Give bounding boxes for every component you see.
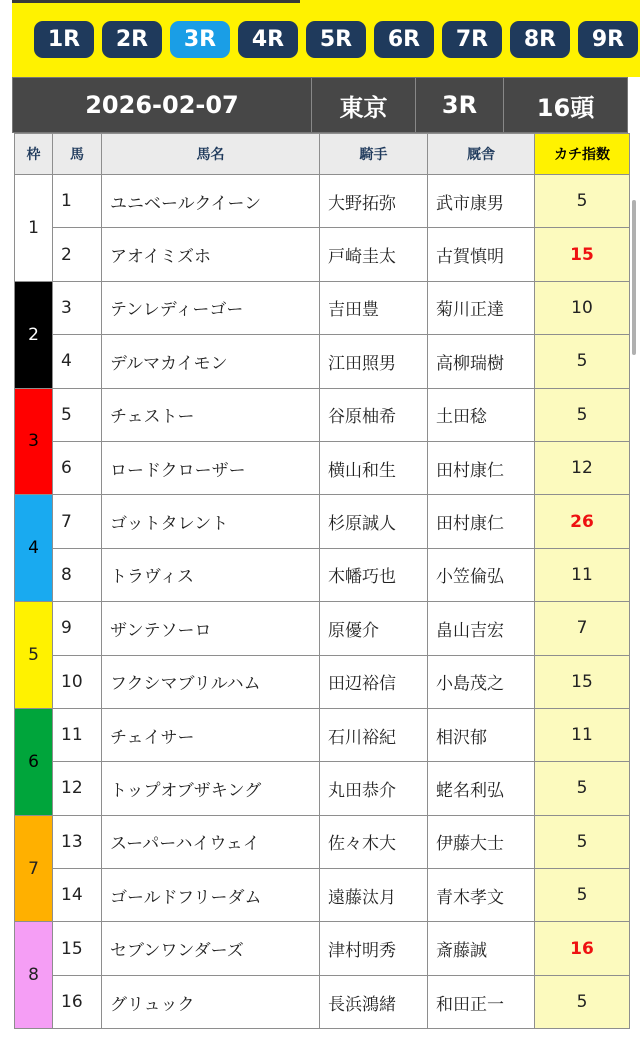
jockey-name: 吉田豊 bbox=[320, 281, 428, 334]
stable-name: 小笠倫弘 bbox=[428, 548, 535, 601]
frame-cell: 3 bbox=[15, 388, 53, 495]
horse-name[interactable]: トラヴィス bbox=[102, 548, 320, 601]
horse-number: 4 bbox=[53, 335, 102, 388]
jockey-name: 津村明秀 bbox=[320, 922, 428, 975]
frame-cell: 7 bbox=[15, 815, 53, 922]
kachi-index: 5 bbox=[535, 815, 630, 868]
jockey-name: 遠藤汰月 bbox=[320, 869, 428, 922]
stable-name: 武市康男 bbox=[428, 175, 535, 228]
frame-cell: 4 bbox=[15, 495, 53, 602]
jockey-name: 谷原柚希 bbox=[320, 388, 428, 441]
race-date: 2026-02-07 bbox=[13, 78, 312, 132]
horse-number: 15 bbox=[53, 922, 102, 975]
stable-name: 古賀慎明 bbox=[428, 228, 535, 281]
horse-number: 10 bbox=[53, 655, 102, 708]
table-row bbox=[15, 869, 630, 922]
jockey-name: 杉原誠人 bbox=[320, 495, 428, 548]
horse-number: 8 bbox=[53, 548, 102, 601]
race-info-bar bbox=[12, 77, 628, 133]
table-row bbox=[15, 975, 630, 1028]
table-row bbox=[15, 655, 630, 708]
jockey-name: 木幡巧也 bbox=[320, 548, 428, 601]
jockey-name: 石川裕紀 bbox=[320, 708, 428, 761]
stable-name: 田村康仁 bbox=[428, 441, 535, 494]
horse-name[interactable]: デルマカイモン bbox=[102, 335, 320, 388]
table-row bbox=[15, 281, 630, 334]
race-tab-6[interactable]: 6R bbox=[374, 21, 434, 58]
race-tab-7[interactable]: 7R bbox=[442, 21, 502, 58]
horse-number: 2 bbox=[53, 228, 102, 281]
stable-name: 田村康仁 bbox=[428, 495, 535, 548]
kachi-index: 15 bbox=[535, 228, 630, 281]
horse-name[interactable]: セブンワンダーズ bbox=[102, 922, 320, 975]
horse-number: 7 bbox=[53, 495, 102, 548]
horse-name[interactable]: ゴットタレント bbox=[102, 495, 320, 548]
horse-name[interactable]: トップオブザキング bbox=[102, 762, 320, 815]
table-row bbox=[15, 708, 630, 761]
table-row bbox=[15, 388, 630, 441]
horse-number: 3 bbox=[53, 281, 102, 334]
header-stable: 厩舎 bbox=[428, 134, 535, 175]
stable-name: 和田正一 bbox=[428, 975, 535, 1028]
kachi-index: 16 bbox=[535, 922, 630, 975]
kachi-index: 5 bbox=[535, 335, 630, 388]
table-row bbox=[15, 815, 630, 868]
frame-cell: 6 bbox=[15, 708, 53, 815]
table-row bbox=[15, 441, 630, 494]
horse-name[interactable]: ロードクローザー bbox=[102, 441, 320, 494]
jockey-name: 戸崎圭太 bbox=[320, 228, 428, 281]
horse-number: 9 bbox=[53, 602, 102, 655]
race-tab-5[interactable]: 5R bbox=[306, 21, 366, 58]
header-horse-name: 馬名 bbox=[102, 134, 320, 175]
field-size: 16頭 bbox=[536, 93, 595, 122]
table-row bbox=[15, 548, 630, 601]
header-number: 馬 bbox=[53, 134, 102, 175]
jockey-name: 田辺裕信 bbox=[320, 655, 428, 708]
stable-name: 蛯名利弘 bbox=[428, 762, 535, 815]
table-header-row bbox=[15, 134, 630, 175]
entries-body bbox=[15, 175, 630, 1029]
kachi-index: 5 bbox=[535, 869, 630, 922]
race-tab-1[interactable]: 1R bbox=[34, 21, 94, 58]
horse-name[interactable]: スーパーハイウェイ bbox=[102, 815, 320, 868]
stable-name: 菊川正達 bbox=[428, 281, 535, 334]
horse-name[interactable]: チェストー bbox=[102, 388, 320, 441]
table-row bbox=[15, 335, 630, 388]
table-row bbox=[15, 922, 630, 975]
table-row bbox=[15, 175, 630, 228]
kachi-index: 5 bbox=[535, 762, 630, 815]
horse-number: 11 bbox=[53, 708, 102, 761]
stable-name: 相沢郁 bbox=[428, 708, 535, 761]
stable-name: 高柳瑞樹 bbox=[428, 335, 535, 388]
header-frame: 枠 bbox=[15, 134, 53, 175]
table-row bbox=[15, 495, 630, 548]
top-edge-strip bbox=[12, 0, 300, 3]
race-tab-9[interactable]: 9R bbox=[578, 21, 638, 58]
frame-cell: 2 bbox=[15, 281, 53, 388]
horse-name[interactable]: ゴールドフリーダム bbox=[102, 869, 320, 922]
stable-name: 斎藤誠 bbox=[428, 922, 535, 975]
horse-number: 12 bbox=[53, 762, 102, 815]
header-index: カチ指数 bbox=[535, 134, 630, 175]
table-row bbox=[15, 602, 630, 655]
scrollbar-thumb[interactable] bbox=[632, 200, 636, 355]
horse-number: 16 bbox=[53, 975, 102, 1028]
kachi-index: 5 bbox=[535, 175, 630, 228]
jockey-name: 江田照男 bbox=[320, 335, 428, 388]
horse-number: 1 bbox=[53, 175, 102, 228]
race-number: 3R bbox=[416, 78, 504, 132]
stable-name: 土田稔 bbox=[428, 388, 535, 441]
race-venue: 東京 bbox=[312, 78, 416, 132]
jockey-name: 横山和生 bbox=[320, 441, 428, 494]
race-tab-bar bbox=[12, 0, 640, 77]
stable-name: 小島茂之 bbox=[428, 655, 535, 708]
horse-name[interactable]: テンレディーゴー bbox=[102, 281, 320, 334]
horse-name[interactable]: グリュック bbox=[102, 975, 320, 1028]
jockey-name: 原優介 bbox=[320, 602, 428, 655]
kachi-index: 10 bbox=[535, 281, 630, 334]
stable-name: 畠山吉宏 bbox=[428, 602, 535, 655]
table-row bbox=[15, 762, 630, 815]
frame-cell: 5 bbox=[15, 602, 53, 709]
stable-name: 青木孝文 bbox=[428, 869, 535, 922]
race-tab-3[interactable]: 3R bbox=[170, 21, 230, 58]
horse-name[interactable]: アオイミズホ bbox=[102, 228, 320, 281]
kachi-index: 12 bbox=[535, 441, 630, 494]
jockey-name: 長浜鴻緒 bbox=[320, 975, 428, 1028]
horse-name[interactable]: ザンテソーロ bbox=[102, 602, 320, 655]
header-jockey: 騎手 bbox=[320, 134, 428, 175]
kachi-index: 26 bbox=[535, 495, 630, 548]
table-row bbox=[15, 228, 630, 281]
horse-number: 13 bbox=[53, 815, 102, 868]
frame-cell: 1 bbox=[15, 175, 53, 282]
jockey-name: 佐々木大 bbox=[320, 815, 428, 868]
race-tab-4[interactable]: 4R bbox=[238, 21, 298, 58]
kachi-index: 5 bbox=[535, 975, 630, 1028]
horse-name[interactable]: フクシマブリルハム bbox=[102, 655, 320, 708]
horse-number: 6 bbox=[53, 441, 102, 494]
horse-name[interactable]: チェイサー bbox=[102, 708, 320, 761]
horse-number: 14 bbox=[53, 869, 102, 922]
race-tab-8[interactable]: 8R bbox=[510, 21, 570, 58]
kachi-index: 11 bbox=[535, 708, 630, 761]
horse-number: 5 bbox=[53, 388, 102, 441]
entries-table bbox=[14, 133, 630, 1029]
frame-cell: 8 bbox=[15, 922, 53, 1029]
jockey-name: 丸田恭介 bbox=[320, 762, 428, 815]
kachi-index: 11 bbox=[535, 548, 630, 601]
jockey-name: 大野拓弥 bbox=[320, 175, 428, 228]
race-tab-2[interactable]: 2R bbox=[102, 21, 162, 58]
horse-name[interactable]: ユニベールクイーン bbox=[102, 175, 320, 228]
kachi-index: 15 bbox=[535, 655, 630, 708]
kachi-index: 5 bbox=[535, 388, 630, 441]
kachi-index: 7 bbox=[535, 602, 630, 655]
stable-name: 伊藤大士 bbox=[428, 815, 535, 868]
